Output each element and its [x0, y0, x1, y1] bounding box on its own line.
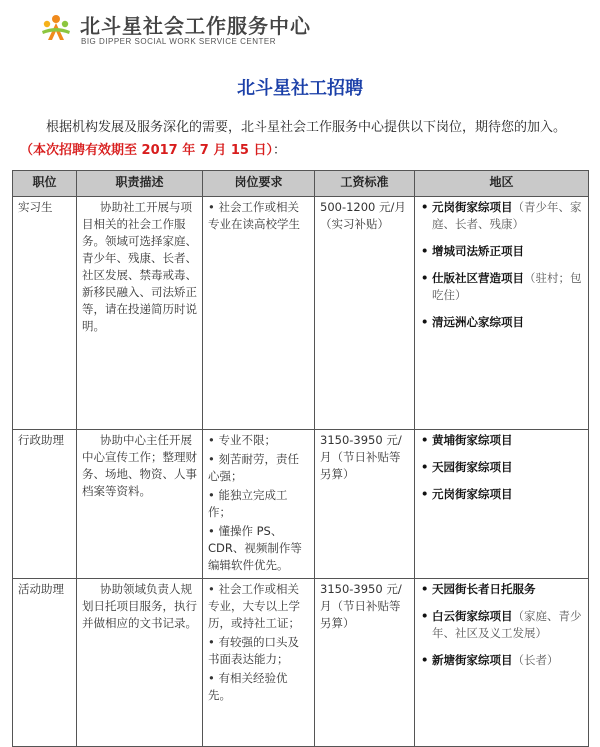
- area-list: [420, 432, 583, 503]
- area-item: [420, 459, 583, 476]
- requirement-item: • 社会工作或相关专业，大专以上学历，或持社工证；: [208, 582, 300, 630]
- area-cell: [415, 579, 589, 747]
- table-header-row: [13, 171, 589, 197]
- table-row: [13, 430, 589, 579]
- area-name: 天园街长者日托服务: [432, 582, 536, 596]
- area-item: [420, 270, 583, 304]
- area-name: 清远洲心家综项目: [432, 315, 524, 329]
- position-cell: 活动助理: [13, 579, 77, 747]
- requirements-cell: [203, 430, 315, 579]
- area-cell: [415, 197, 589, 430]
- position-cell: 实习生: [13, 197, 77, 430]
- requirement-item: • 懂操作 PS、CDR、视频制作等编辑软件优先。: [208, 524, 302, 572]
- area-note: （家庭、青少年、社区及义工发展）: [432, 609, 582, 640]
- header-position: 职位: [13, 171, 77, 197]
- header-salary: 工资标准: [315, 171, 415, 197]
- area-note: （长者）: [512, 653, 559, 667]
- area-name: 黄埔街家综项目: [432, 433, 513, 447]
- job-table: [12, 170, 589, 747]
- area-cell: [415, 430, 589, 579]
- area-name: 元岗街家综项目: [432, 200, 513, 214]
- area-list: [420, 581, 583, 669]
- area-name: 仕版社区营造项目: [432, 271, 524, 285]
- duty-cell: 协助领域负责人规划日托项目服务，执行并做相应的文书记录。: [77, 579, 203, 747]
- salary-cell: 500-1200 元/月（实习补贴）: [315, 197, 415, 430]
- requirements-cell: [203, 197, 315, 430]
- area-name: 天园街家综项目: [432, 460, 513, 474]
- area-item: [420, 652, 583, 669]
- area-name: 白云街家综项目: [432, 609, 513, 623]
- requirement-item: • 社会工作或相关专业在读高校学生: [208, 200, 300, 231]
- salary-cell: 3150-3950 元/月（节日补贴等另算）: [315, 430, 415, 579]
- area-item: [420, 581, 583, 598]
- table-row: [13, 197, 589, 430]
- area-list: [420, 199, 583, 331]
- area-item: [420, 432, 583, 449]
- area-item: [420, 199, 583, 233]
- requirements-cell: [203, 579, 315, 747]
- requirement-item: • 专业不限；: [208, 433, 276, 447]
- org-name-cn: 北斗星社会工作服务中心: [80, 14, 311, 38]
- position-cell: 行政助理: [13, 430, 77, 579]
- deadline-notice: （本次招聘有效期至 2017 年 7 月 15 日）: [20, 143, 273, 158]
- salary-cell: 3150-3950 元/月（节日补贴等另算）: [315, 579, 415, 747]
- area-note: （青少年、家庭、长者、残康）: [432, 200, 582, 231]
- requirement-item: • 有相关经验优先。: [208, 671, 288, 702]
- duty-cell: 协助中心主任开展中心宣传工作；整理财务、场地、物资、人事档案等资料。: [77, 430, 203, 579]
- intro-tail: ：: [272, 143, 286, 158]
- big-dipper-logo-icon: [38, 9, 74, 45]
- duty-cell: 协助社工开展与项目相关的社会工作服务。领域可选择家庭、青少年、残康、长者、社区发展、禁毒戒毒、新移民融入、司法矫正等，请在投递简历时说明。: [77, 197, 203, 430]
- intro-text: 根据机构发展及服务深化的需要，北斗星社会工作服务中心提供以下岗位，期待您的加入。: [46, 120, 567, 135]
- intro-paragraph: [20, 116, 580, 162]
- header-area: 地区: [415, 171, 589, 197]
- area-name: 新塘街家综项目: [432, 653, 513, 667]
- area-item: [420, 243, 583, 260]
- page-title: 北斗星社工招聘: [237, 78, 363, 99]
- table-row: [13, 579, 589, 747]
- header-requirements: 岗位要求: [203, 171, 315, 197]
- org-name-en: BIG DIPPER SOCIAL WORK SERVICE CENTER: [81, 37, 276, 46]
- area-item: [420, 608, 583, 642]
- area-item: [420, 314, 583, 331]
- area-name: 增城司法矫正项目: [432, 244, 524, 258]
- requirement-item: • 能独立完成工作；: [208, 488, 288, 519]
- requirement-item: • 有较强的口头及书面表达能力；: [208, 635, 299, 666]
- area-note: （驻村；包吃住）: [432, 271, 582, 302]
- header-duty: 职责描述: [77, 171, 203, 197]
- area-item: [420, 486, 583, 503]
- requirement-item: • 刻苦耐劳，责任心强；: [208, 452, 299, 483]
- area-name: 元岗街家综项目: [432, 487, 513, 501]
